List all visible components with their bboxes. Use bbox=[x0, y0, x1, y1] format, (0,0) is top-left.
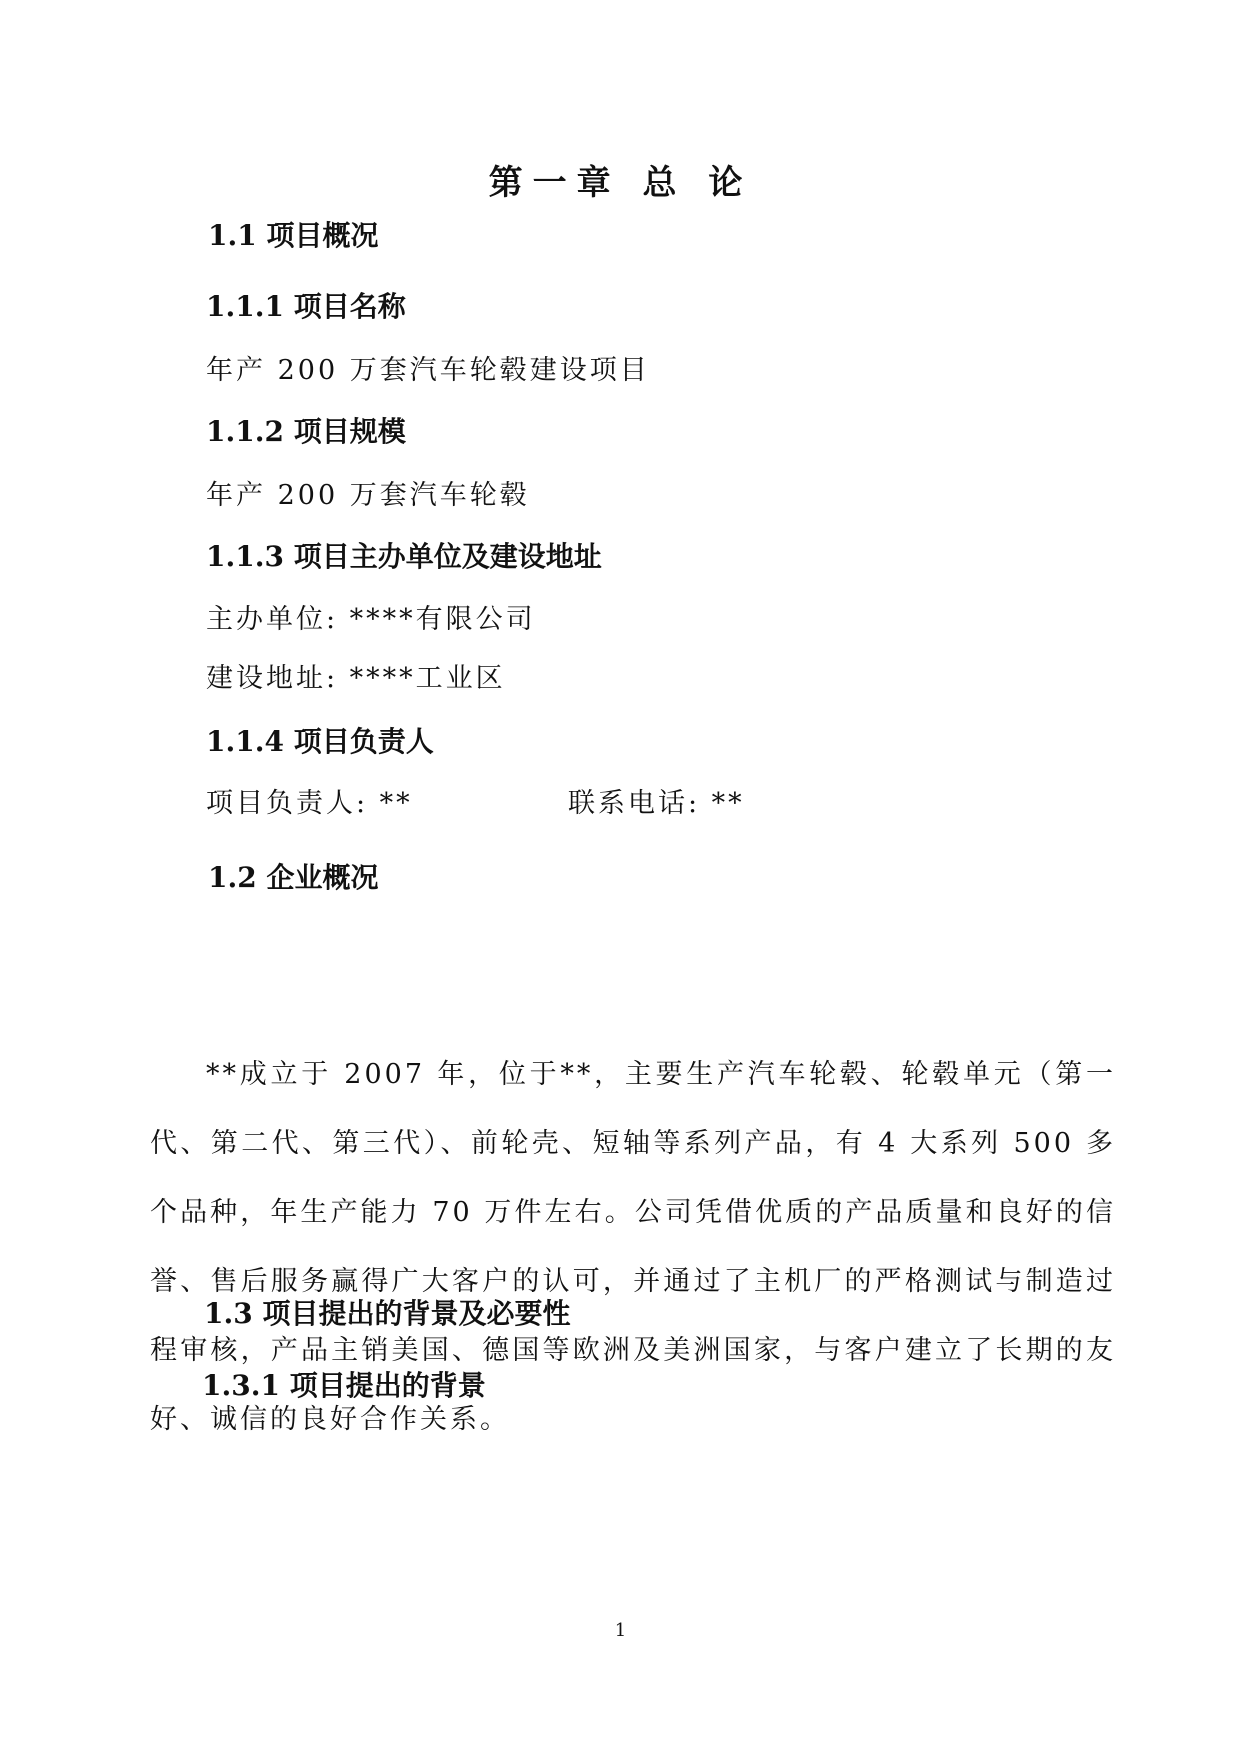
section-heading-1-1-2: 1.1.2 项目规模 bbox=[206, 415, 406, 448]
company-overview-paragraph: **成立于 2007 年，位于**，主要生产汽车轮毂、轮毂单元（第一代、第二代、第三代）、前轮壳、短轴等系列产品，有 4 大系列 500 多个品种，年生产能力 70 万件左右。公司凭借优质的产品质量和良好的信誉、售后服务赢得广大客户的认可，并通过了主机厂的严格测试与制造过程审核，产品主销美国、德国等欧洲及美洲国家，与客户建立了长期的友好、诚信的良好合作关系。 bbox=[150, 1059, 1116, 1435]
page-number: 1 bbox=[614, 1620, 627, 1641]
address-text: 建设地址: ****工业区 bbox=[206, 663, 506, 694]
sponsor-text: 主办单位: ****有限公司 bbox=[206, 604, 536, 635]
project-name-text: 年产 200 万套汽车轮毂建设项目 bbox=[206, 355, 650, 386]
section-heading-1-1-4: 1.1.4 项目负责人 bbox=[206, 725, 434, 758]
section-heading-1-1-3: 1.1.3 项目主办单位及建设地址 bbox=[206, 540, 602, 573]
section-heading-1-1: 1.1 项目概况 bbox=[208, 219, 379, 252]
chapter-title: 第一章 总 论 bbox=[488, 163, 753, 203]
section-heading-1-1-1: 1.1.1 项目名称 bbox=[206, 290, 406, 323]
project-scale-text: 年产 200 万套汽车轮毂 bbox=[206, 480, 530, 511]
phone-text: 联系电话: ** bbox=[568, 788, 745, 819]
leader-text: 项目负责人: ** bbox=[206, 788, 413, 819]
section-heading-1-3: 1.3 项目提出的背景及必要性 bbox=[204, 1297, 571, 1330]
section-heading-1-3-1: 1.3.1 项目提出的背景 bbox=[202, 1369, 486, 1402]
section-heading-1-2: 1.2 企业概况 bbox=[208, 861, 379, 894]
